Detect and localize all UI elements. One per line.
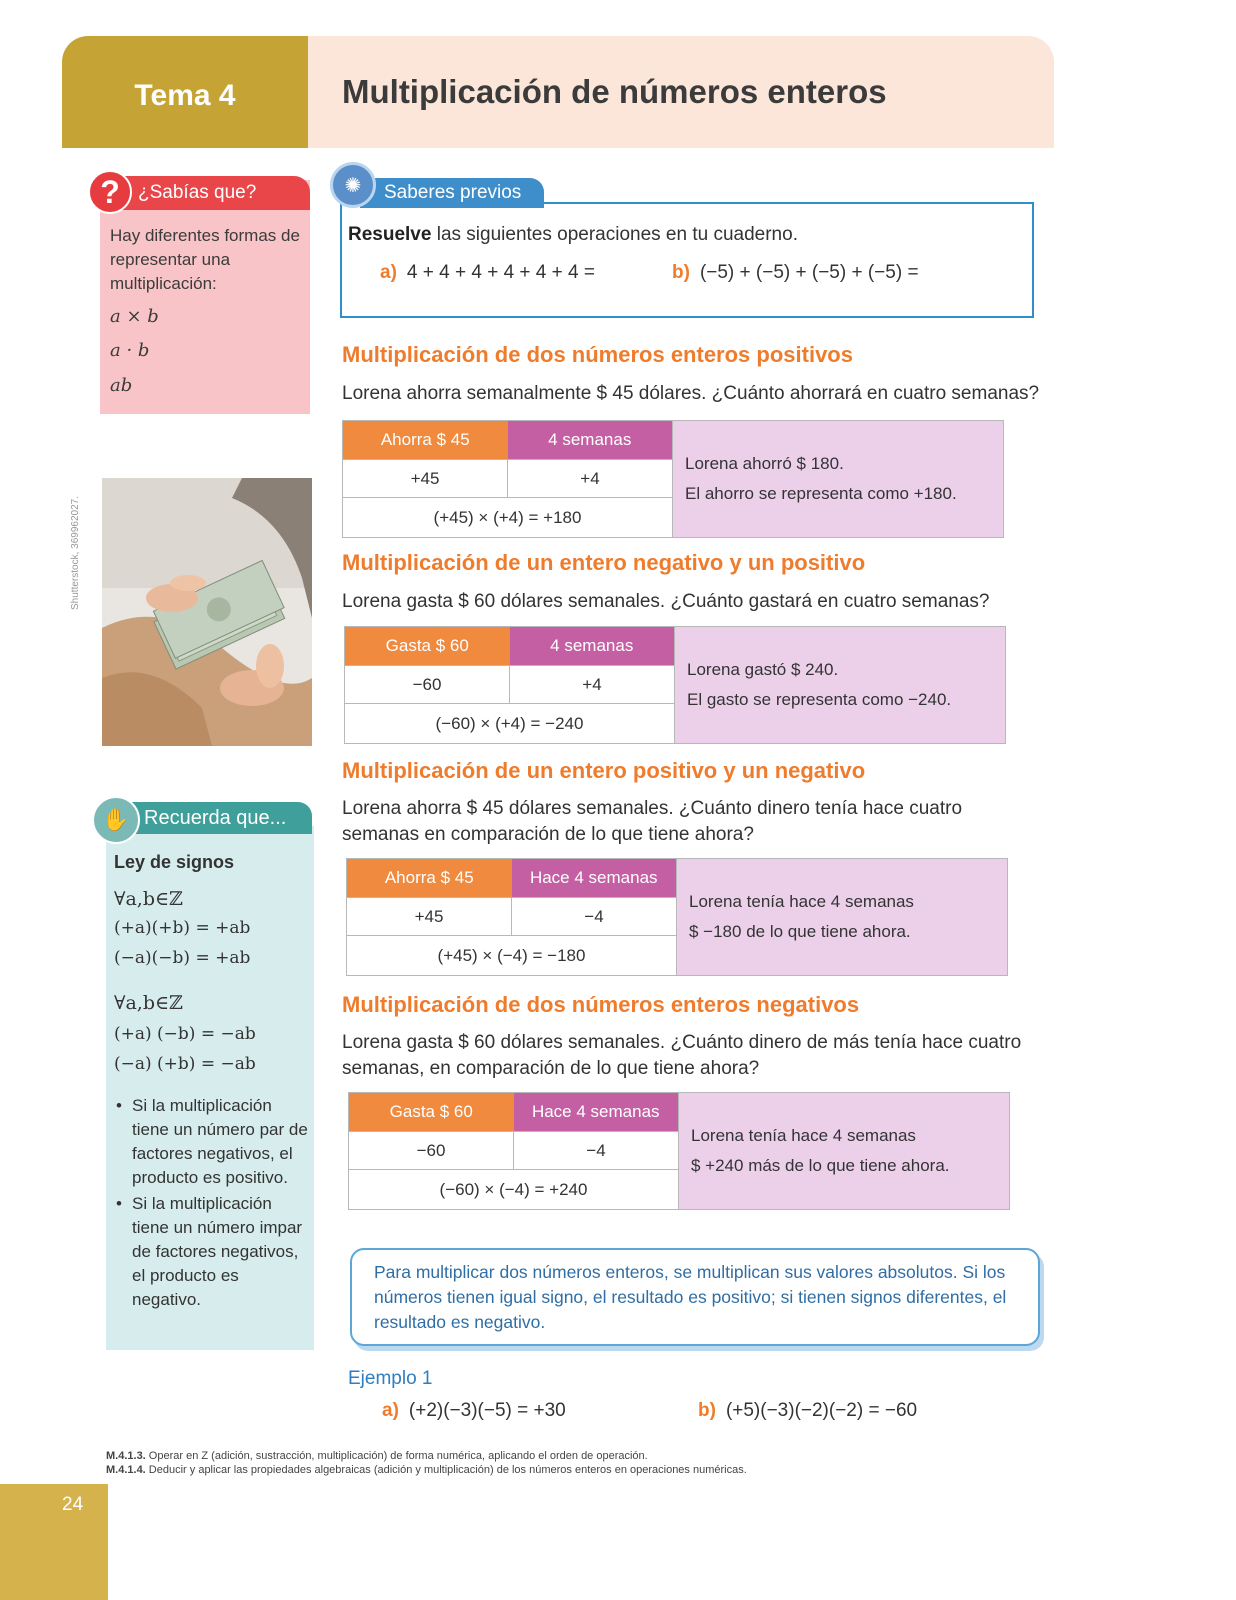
table-header: Hace 4 semanas [514, 1093, 679, 1131]
page-number: 24 [0, 1484, 108, 1600]
formula-cross: a × b [110, 306, 159, 327]
table-formula: (+45) × (+4) = +180 [343, 497, 672, 537]
curriculum-code-2: M.4.1.4. Deducir y aplicar las propiedades algebraicas (adición y multiplicación) de los números enteros en operaciones numéricas. [106, 1464, 747, 1476]
section-title: Multiplicación de dos números enteros positivos [342, 342, 853, 367]
table-note: Lorena tenía hace 4 semanas $ +240 más de lo que tiene ahora. [678, 1092, 1010, 1210]
rule-line-2: (−a)(−b) = +ab [114, 948, 251, 968]
table-header: Ahorra $ 45 [343, 421, 508, 459]
section-text: Lorena ahorra semanalmente $ 45 dólares. ¿Cuánto ahorrará en cuatro semanas? [342, 383, 1040, 404]
prior-knowledge-instruction: Resuelve las siguientes operaciones en tu cuaderno. [348, 224, 798, 245]
question-icon: ? [88, 170, 132, 214]
list-item: • Si la multiplicación tiene un número impar de factores negativos, el producto es negativo. [114, 1192, 310, 1312]
table-header: Ahorra $ 45 [347, 859, 512, 897]
prior-knowledge-box [340, 202, 1034, 318]
page-header [62, 36, 1054, 148]
did-you-know-header [88, 172, 310, 212]
curriculum-code-1: M.4.1.3. Operar en Z (adición, sustracción, multiplicación) de forma numérica, aplicando el orden de operación. [106, 1450, 648, 1462]
table-cell: −4 [512, 897, 676, 935]
quantifier-1: ∀a,b∈ℤ [114, 888, 183, 910]
hand-reminder-icon: ✋ [92, 796, 140, 844]
table-header: 4 semanas [510, 627, 675, 665]
list-item: • Si la multiplicación tiene un número par de factores negativos, el producto es positivo. [114, 1094, 310, 1190]
section-title: Multiplicación de un entero negativo y un positivo [342, 550, 866, 575]
section-title: Multiplicación de dos números enteros negativos [342, 992, 860, 1017]
example-title: Ejemplo 1 [348, 1368, 433, 1389]
table-cell: −60 [349, 1131, 514, 1169]
rule-line-4: (−a) (+b) = −ab [114, 1054, 256, 1074]
did-you-know-label: ¿Sabías que? [118, 176, 310, 210]
table-formula: (−60) × (−4) = +240 [349, 1169, 678, 1209]
table-formula: (+45) × (−4) = −180 [347, 935, 676, 975]
example-b: b) (+5)(−3)(−2)(−2) = −60 [698, 1400, 918, 1421]
rule-summary-box: Para multiplicar dos números enteros, se multiplican sus valores absolutos. Si los números tienen igual signo, el resultado es positivo; si tienen signos diferentes, el resultado es negativo. [350, 1248, 1040, 1346]
table-cell: +4 [508, 459, 672, 497]
topic-number: Tema 4 [62, 36, 308, 148]
data-table [346, 858, 1008, 976]
remember-header [92, 796, 312, 844]
table-note: Lorena gastó $ 240. El gasto se representa como −240. [674, 626, 1006, 744]
remember-box [102, 806, 314, 1350]
rule-line-3: (+a) (−b) = −ab [114, 1024, 256, 1044]
table-header: Gasta $ 60 [345, 627, 510, 665]
exercise-b: b) (−5) + (−5) + (−5) + (−5) = [672, 262, 919, 283]
sign-law-title: Ley de signos [114, 852, 235, 872]
brain-icon: ✺ [330, 162, 376, 208]
table-cell: −4 [514, 1131, 678, 1169]
prior-knowledge-header [330, 162, 550, 208]
table-header: 4 semanas [508, 421, 673, 459]
sign-rules-list [114, 1094, 310, 1314]
exercise-a: a) 4 + 4 + 4 + 4 + 4 + 4 = [380, 262, 595, 283]
data-table [348, 1092, 1010, 1210]
table-cell: +4 [510, 665, 674, 703]
hands-with-dollars-illustration [102, 478, 312, 746]
did-you-know-text: Hay diferentes formas de representar una multiplicación: [110, 226, 300, 293]
quantifier-2: ∀a,b∈ℤ [114, 992, 183, 1014]
photo-credit: Shutterstock, 369962027. [70, 496, 81, 610]
example-a: a) (+2)(−3)(−5) = +30 [382, 1400, 566, 1421]
table-cell: +45 [347, 897, 512, 935]
table-note: Lorena ahorró $ 180. El ahorro se representa como +180. [672, 420, 1004, 538]
table-header: Gasta $ 60 [349, 1093, 514, 1131]
prior-knowledge-label: Saberes previos [360, 178, 544, 208]
table-header: Hace 4 semanas [512, 859, 677, 897]
page-title: Multiplicación de números enteros [308, 36, 1054, 148]
did-you-know-box [100, 173, 310, 414]
formula-juxtaposition: ab [110, 375, 133, 396]
table-cell: −60 [345, 665, 510, 703]
section-title: Multiplicación de un entero positivo y un negativo [342, 758, 866, 783]
formula-dot: a · b [110, 340, 150, 361]
data-table [344, 626, 1006, 744]
data-table [342, 420, 1004, 538]
section-text: Lorena gasta $ 60 dólares semanales. ¿Cuánto gastará en cuatro semanas? [342, 591, 990, 612]
remember-label: Recuerda que... [122, 802, 312, 834]
table-formula: (−60) × (+4) = −240 [345, 703, 674, 743]
rule-line-1: (+a)(+b) = +ab [114, 918, 251, 938]
section-text: Lorena ahorra $ 45 dólares semanales. ¿Cuánto dinero tenía hace cuatro semanas en comparación de lo que tiene ahora? [342, 798, 963, 845]
section-text: Lorena gasta $ 60 dólares semanales. ¿Cuánto dinero de más tenía hace cuatro semanas, en comparación de lo que tiene ahora? [342, 1032, 1022, 1079]
money-photo [102, 478, 312, 746]
table-note: Lorena tenía hace 4 semanas $ −180 de lo que tiene ahora. [676, 858, 1008, 976]
table-cell: +45 [343, 459, 508, 497]
